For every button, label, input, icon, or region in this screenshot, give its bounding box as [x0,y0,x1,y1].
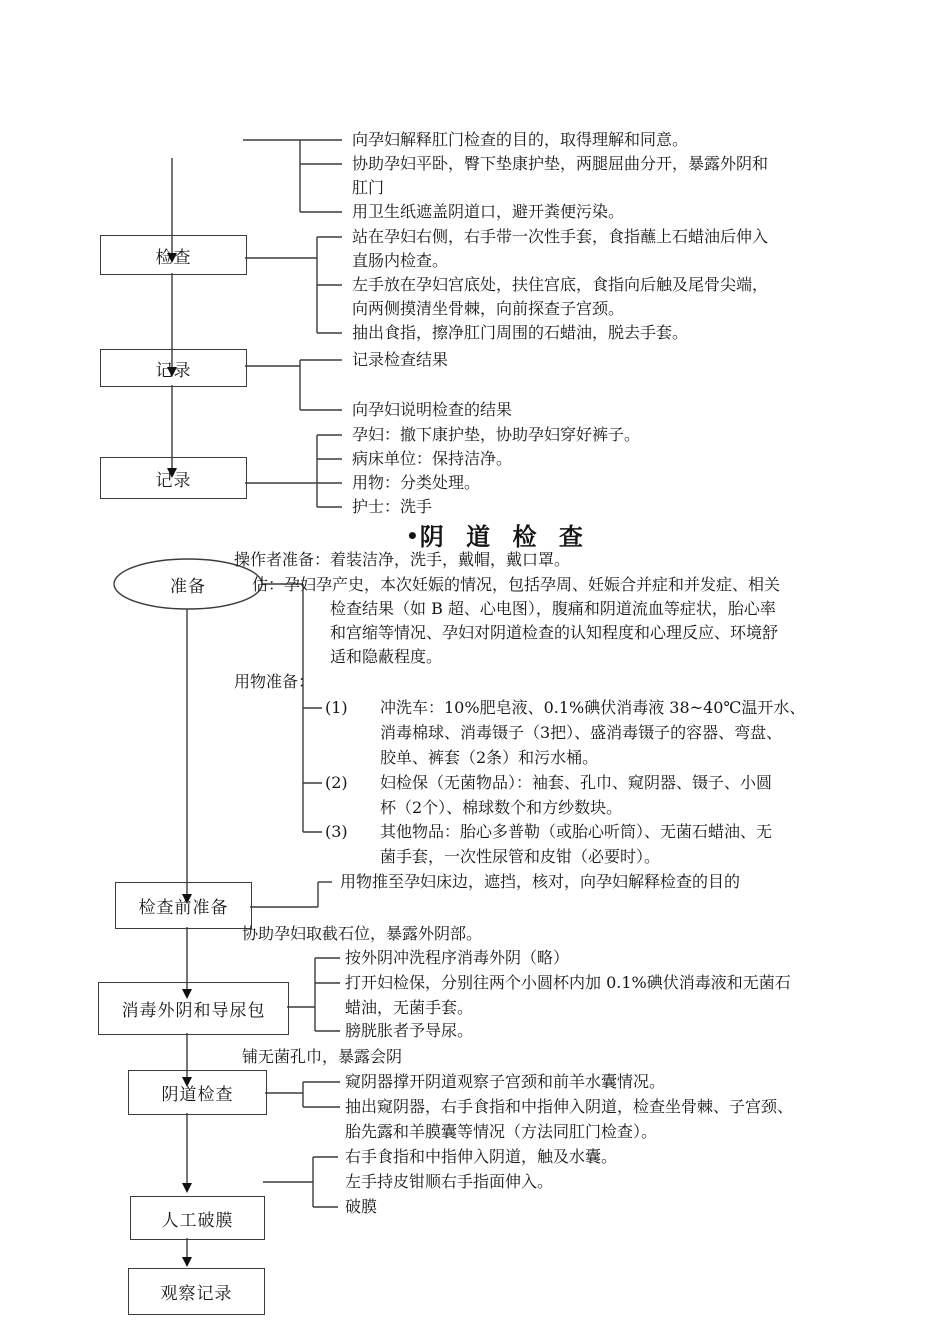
check-item: 站在孕妇右侧，右手带一次性手套，食指蘸上石蜡油后伸入 [352,227,769,246]
supplies-label: 用物准备： [234,672,315,691]
flow-box-amniotomy [130,1196,265,1240]
flow-box-check [100,235,247,275]
prep-item: 肛门 [352,178,385,197]
vaginal-check-bracket [265,1082,340,1107]
supply-number: (3) [325,822,348,841]
disinfect-bracket [287,958,340,1031]
vaginal-check-item: 抽出窥阴器，右手食指和中指伸入阴道，检查坐骨棘、子宫颈、 [345,1097,794,1116]
flow-box-disinfect-label: 消毒外阴和导尿包 [121,1001,266,1021]
amniotomy-item: 左手持皮钳顺右手指面伸入。 [345,1172,554,1191]
flow-box-amniotomy-label: 人工破膜 [161,1210,234,1231]
supply-line: 消毒棉球、消毒镊子（3把）、盛消毒镊子的容器、弯盘、 [380,723,783,742]
operator-prep-note: 操作者准备：着装洁净，洗手，戴帽，戴口罩。 [234,550,571,569]
flow-box-vaginal-check-label: 阴道检查 [161,1085,234,1105]
flow-box-precheck [115,882,252,929]
flow-box-observe-label: 观察记录 [160,1284,233,1304]
amniotomy-item: 右手食指和中指伸入阴道，触及水囊。 [345,1147,618,1166]
record2-item: 病床单位：保持洁净。 [352,449,513,468]
flow-ellipse-prepare-label: 准备 [170,577,206,597]
supply-line: 杯（2个）、棉球数个和方纱数块。 [380,798,623,817]
supply-line: 冲洗车：10%肥皂液、0.1%碘伏消毒液 38~40℃温开水、 [380,698,806,717]
supply-number: (1) [325,698,348,717]
prep-item: 用卫生纸遮盖阴道口，避开粪便污染。 [352,202,625,221]
flow-box-vaginal-check [128,1070,267,1115]
record2-item: 护士：洗手 [352,497,433,516]
title-bullet: • [406,524,419,548]
check-item: 抽出食指，擦净肛门周围的石蜡油，脱去手套。 [352,323,689,342]
disinfect-item: 按外阴冲洗程序消毒外阴（略） [345,948,570,967]
precheck-item: 用物推至孕妇床边，遮挡，核对，向孕妇解释检查的目的 [340,872,741,891]
flow-box-record-1-label: 记录 [155,360,192,381]
record2-item: 孕妇：撤下康护垫，协助孕妇穿好裤子。 [352,425,641,444]
vaginal-check-item: 窥阴器撑开阴道观察子宫颈和前羊水囊情况。 [345,1072,666,1091]
check-item: 向两侧摸清坐骨棘，向前探查子宫颈。 [352,299,625,318]
flow-box-precheck-label: 检查前准备 [138,898,229,918]
check-item: 直肠内检查。 [352,251,449,270]
drape-note: 铺无菌孔巾，暴露会阴 [242,1047,403,1066]
amniotomy-item: 破膜 [345,1197,378,1216]
supply-number: (2) [325,773,348,792]
flow-box-check-label: 检查 [155,247,192,268]
supply-line: 其他物品：胎心多普勒（或胎心听筒）、无菌石蜡油、无 [380,822,773,841]
check-bracket [245,237,342,333]
prep-item: 向孕妇解释肛门检查的目的，取得理解和同意。 [352,130,689,149]
flow-box-record-1 [100,349,247,387]
position-note: 协助孕妇取截石位，暴露外阴部。 [242,924,483,943]
prep-item: 协助孕妇平卧，臀下垫康护垫，两腿屈曲分开，暴露外阴和 [352,154,769,173]
flow-box-record-2 [100,457,247,499]
assess-line: 估：孕妇孕产史，本次妊娠的情况，包括孕周、妊娠合并症和并发症、相关 [252,575,781,594]
disinfect-item: 膀胱胀者予导尿。 [345,1021,474,1040]
disinfect-item: 打开妇检保，分别往两个小圆杯内加 0.1%碘伏消毒液和无菌石 [345,973,791,992]
record1-item: 记录检查结果 [352,350,449,369]
record1-bracket [245,360,342,410]
precheck-bracket [250,882,332,907]
vaginal-check-item: 胎先露和羊膜囊等情况（方法同肛门检查）。 [345,1122,658,1141]
record2-bracket [245,435,342,507]
flow-box-disinfect [98,982,289,1035]
record2-item: 用物：分类处理。 [352,473,481,492]
check-item: 左手放在孕妇宫底处，扶住宫底，食指向后触及尾骨尖端， [352,275,769,294]
prep-bracket [243,140,342,212]
disinfect-item: 蜡油，无菌手套。 [345,998,474,1017]
record1-item: 向孕妇说明检查的结果 [352,400,513,419]
supplies-bracket [262,584,322,832]
section-title [406,517,590,552]
assess-line: 检查结果（如 B 超、心电图），腹痛和阴道流血等症状，胎心率 [330,599,776,618]
amniotomy-bracket [263,1157,338,1207]
supply-line: 妇检保（无菌物品）：袖套、孔巾、窥阴器、镊子、小圆 [380,773,773,792]
flow-box-observe [128,1268,265,1315]
title-text: 阴 道 检 查 [419,522,590,551]
flow-box-record-2-label: 记录 [155,470,192,491]
supply-line: 菌手套，一次性尿管和皮钳（必要时）。 [380,847,661,866]
supply-line: 胶单、裤套（2条）和污水桶。 [380,748,599,767]
assess-line: 和宫缩等情况、孕妇对阴道检查的认知程度和心理反应、环境舒 [330,623,779,642]
assess-line: 适和隐蔽程度。 [330,647,443,666]
